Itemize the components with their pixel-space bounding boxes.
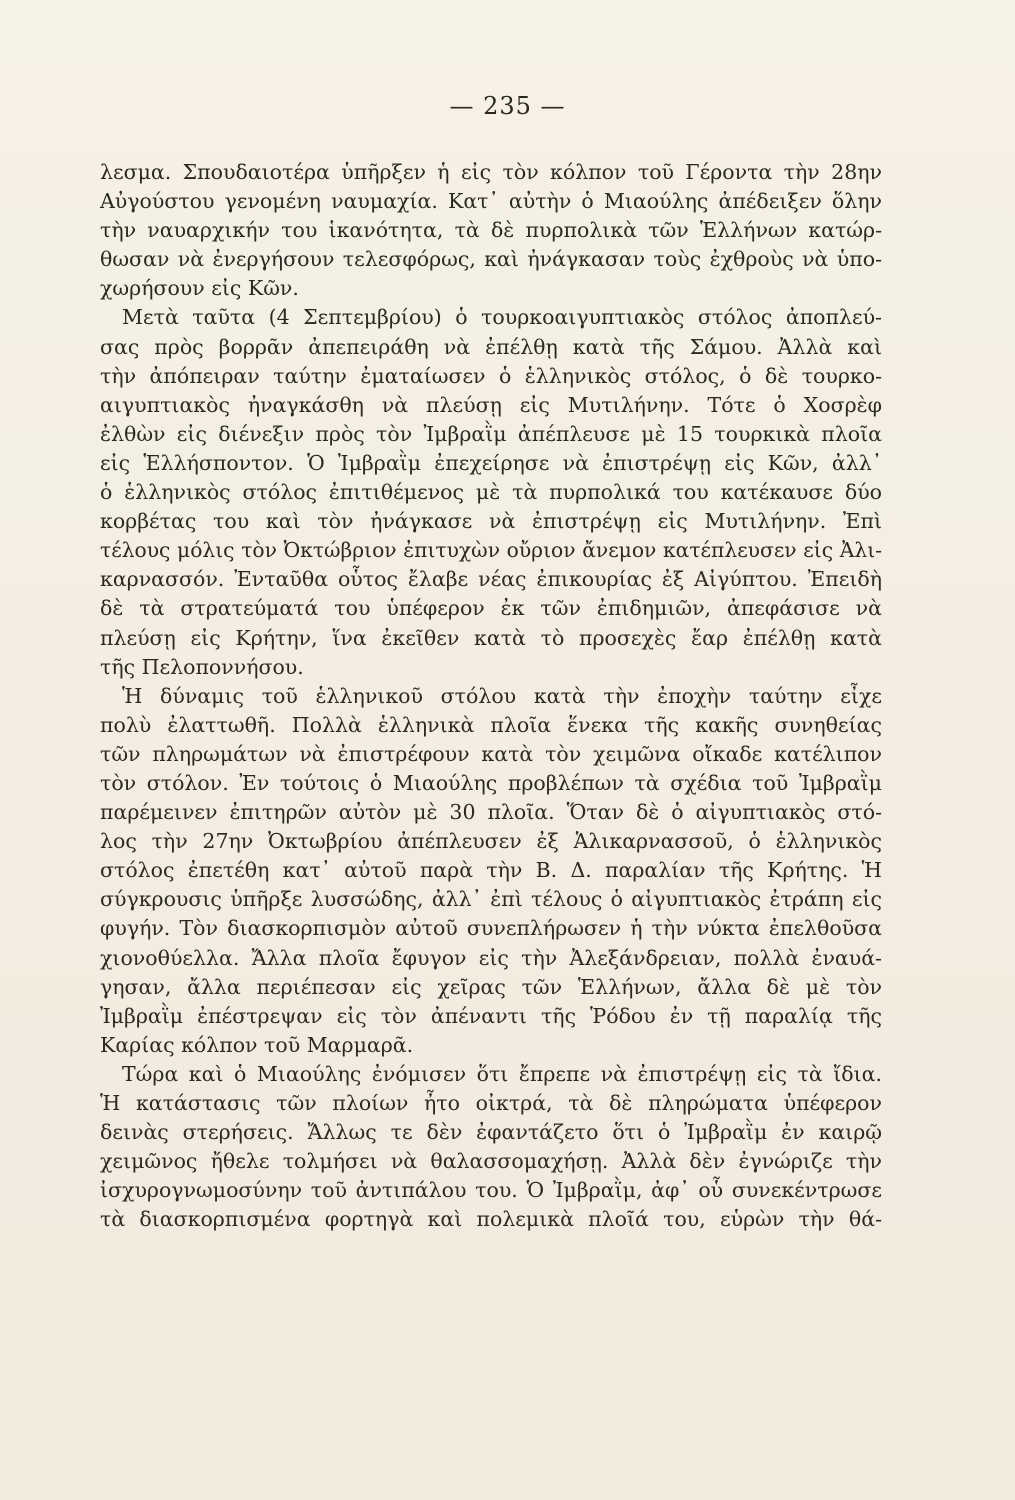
text-line: Ἡ κατάστασις τῶν πλοίων ἦτο οἰκτρά, τὰ δὲ πληρώματα ὑπέφερον — [100, 1091, 882, 1115]
text-line: δεινὰς στερήσεις. Ἄλλως τε δὲν ἐφαντάζετο ὅτι ὁ Ἰμβραῒμ ἐν καιρῷ — [100, 1120, 882, 1145]
text-line: τέλους μόλις τὸν Ὀκτώβριον ἐπιτυχὼν οὔριον ἄνεμον κατέπλευσεν εἰς Ἀλι- — [100, 538, 882, 563]
text-line: σύγκρουσις ὑπῆρξε λυσσώδης, ἀλλ᾽ ἐπὶ τέλους ὁ αἰγυπτιακὸς ἐτράπη εἰς — [100, 887, 882, 912]
text-line: εἰς Ἑλλήσποντον. Ὁ Ἰμβραῒμ ἐπεχείρησε νὰ ἐπιστρέψῃ εἰς Κῶν, ἀλλ᾽ — [100, 450, 882, 475]
text-line: χωρήσουν εἰς Κῶν. — [100, 276, 299, 301]
text-line: Μετὰ ταῦτα (4 Σεπτεμβρίου) ὁ τουρκοαιγυπτιακὸς στόλος ἀποπλεύ- — [122, 305, 882, 330]
text-line: Ἰμβραῒμ ἐπέστρεψαν εἰς τὸν ἀπέναντι τῆς Ῥόδου ἐν τῇ παραλίᾳ τῆς — [100, 1003, 882, 1028]
text-line: λεσμα. Σπουδαιοτέρα ὑπῆρξεν ἡ εἰς τὸν κόλπον τοῦ Γέροντα τὴν 28ην — [100, 160, 882, 184]
text-line: Τώρα καὶ ὁ Μιαούλης ἐνόμισεν ὅτι ἔπρεπε νὰ ἐπιστρέψῃ εἰς τὰ ἴδια. — [122, 1061, 882, 1086]
text-line: πλεύσῃ εἰς Κρήτην, ἵνα ἐκεῖθεν κατὰ τὸ προσεχὲς ἔαρ ἐπέλθῃ κατὰ — [100, 625, 882, 650]
text-line: Καρίας κόλπον τοῦ Μαρμαρᾶ. — [100, 1032, 414, 1057]
text-line: ἰσχυρογνωμοσύνην τοῦ ἀντιπάλου του. Ὁ Ἰμβραῒμ, ἀφ᾽ οὗ συνεκέντρωσε — [100, 1178, 882, 1203]
text-line: χιονοθύελλα. Ἄλλα πλοῖα ἔφυγον εἰς τὴν Ἀλεξάνδρειαν, πολλὰ ἐναυά- — [100, 945, 882, 970]
text-line: χειμῶνος ἤθελε τολμήσει νὰ θαλασσομαχήσῃ. Ἀλλὰ δὲν ἐγνώριζε τὴν — [100, 1149, 882, 1174]
text-line: Ἡ δύναμις τοῦ ἑλληνικοῦ στόλου κατὰ τὴν ἐποχὴν ταύτην εἶχε — [122, 683, 882, 708]
text-line: τῆς Πελοποννήσου. — [100, 654, 304, 679]
text-line: ἐλθὼν εἰς διένεξιν πρὸς τὸν Ἰμβραῒμ ἀπέπλευσε μὲ 15 τουρκικὰ πλοῖα — [100, 421, 882, 446]
text-line: θωσαν νὰ ἐνεργήσουν τελεσφόρως, καὶ ἠνάγκασαν τοὺς ἐχθροὺς νὰ ὑπο- — [100, 247, 882, 272]
text-line: φυγήν. Τὸν διασκορπισμὸν αὐτοῦ συνεπλήρωσεν ἡ τὴν νύκτα ἐπελθοῦσα — [100, 916, 882, 941]
text-line: πολὺ ἐλαττωθῆ. Πολλὰ ἑλληνικὰ πλοῖα ἕνεκα τῆς κακῆς συνηθείας — [100, 712, 882, 737]
text-line: σας πρὸς βορρᾶν ἀπεπειράθη νὰ ἐπέλθῃ κατὰ τῆς Σάμου. Ἀλλὰ καὶ — [100, 334, 882, 359]
text-line: τὴν ἀπόπειραν ταύτην ἐματαίωσεν ὁ ἑλληνικὸς στόλος, ὁ δὲ τουρκο- — [100, 363, 882, 388]
text-line: τὸν στόλον. Ἐν τούτοις ὁ Μιαούλης προβλέπων τὰ σχέδια τοῦ Ἰμβραῒμ — [100, 770, 882, 795]
text-line: κορβέτας του καὶ τὸν ἠνάγκασε νὰ ἐπιστρέψῃ εἰς Μυτιλήνην. Ἐπὶ — [100, 509, 882, 534]
text-line: Αὐγούστου γενομένη ναυμαχία. Κατ᾽ αὐτὴν ὁ Μιαούλης ἀπέδειξεν ὅλην — [100, 189, 882, 214]
text-line: καρνασσόν. Ἐνταῦθα οὗτος ἔλαβε νέας ἐπικουρίας ἐξ Αἰγύπτου. Ἐπειδὴ — [100, 567, 882, 592]
text-line: στόλος ἐπετέθη κατ᾽ αὐτοῦ παρὰ τὴν Β. Δ. παραλίαν τῆς Κρήτης. Ἡ — [100, 858, 882, 883]
body-text — [100, 158, 882, 1234]
text-line: τῶν πληρωμάτων νὰ ἐπιστρέφουν κατὰ τὸν χειμῶνα οἴκαδε κατέλιπον — [100, 741, 882, 766]
text-line: τὰ διασκορπισμένα φορτηγὰ καὶ πολεμικὰ πλοῖά του, εὑρὼν τὴν θά- — [100, 1207, 882, 1232]
text-line: ὁ ἑλληνικὸς στόλος ἐπιτιθέμενος μὲ τὰ πυρπολικά του κατέκαυσε δύο — [100, 480, 882, 505]
page-number: — 235 — — [449, 92, 566, 120]
text-line: δὲ τὰ στρατεύματά του ὑπέφερον ἐκ τῶν ἐπιδημιῶν, ἀπεφάσισε νὰ — [100, 596, 882, 621]
text-line: τὴν ναυαρχικήν του ἱκανότητα, τὰ δὲ πυρπολικὰ τῶν Ἑλλήνων κατώρ- — [100, 218, 882, 243]
text-line: λος τὴν 27ην Ὀκτωβρίου ἀπέπλευσεν ἐξ Ἁλικαρνασσοῦ, ὁ ἑλληνικὸς — [100, 829, 882, 854]
text-line: αιγυπτιακὸς ἠναγκάσθη νὰ πλεύσῃ εἰς Μυτιλήνην. Τότε ὁ Χοσρὲφ — [100, 392, 882, 417]
text-line: παρέμεινεν ἐπιτηρῶν αὐτὸν μὲ 30 πλοῖα. Ὅταν δὲ ὁ αἰγυπτιακὸς στό- — [100, 800, 882, 825]
text-line: γησαν, ἄλλα περιέπεσαν εἰς χεῖρας τῶν Ἑλλήνων, ἄλλα δὲ μὲ τὸν — [100, 974, 882, 999]
